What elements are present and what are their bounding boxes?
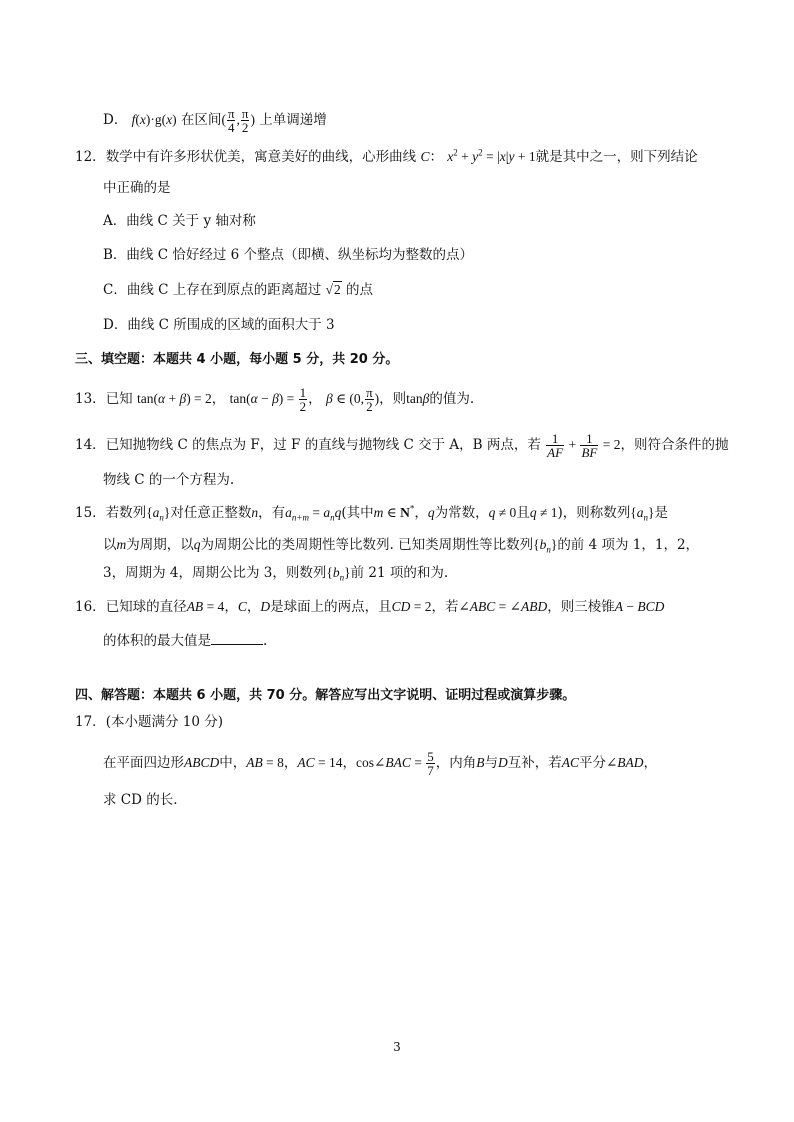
section-4-title: 四、解答题：本题共 6 小题，共 70 分。解答应写出文字说明、证明过程或演算步骤。 [75, 688, 576, 703]
q16: 16．已知球的直径AB = 4，C，D是球面上的两点，且CD = 2，若∠ABC = ∠ABD，则三棱锥A − BCD [75, 599, 665, 615]
sqrt-two: √2 [325, 282, 341, 297]
q17-header: 17．(本小题满分 10 分) [75, 714, 223, 730]
q12-option-c: C．曲线 C 上存在到原点的距离超过 √2 的点 [103, 282, 374, 298]
q14-line2: 物线 C 的一个方程为. [103, 472, 235, 488]
fraction: $\frac{\pi}{4}$ [227, 106, 235, 135]
fraction: $\frac{5}{7}$ [427, 749, 434, 778]
q15-line2: 以m为周期，以q为周期公比的类周期性等比数列. 已知类周期性等比数列$\{b_n\}$的前 4 项为 1，1，2， [103, 537, 700, 555]
page-number: 3 [393, 1040, 401, 1054]
q12-option-a: A．曲线 C 关于 y 轴对称 [103, 213, 256, 229]
q15: 15．若数列$\{a_n\}$对任意正整数n，有$a_{n+m} = a_nq$(其中m ∈ N*，q为常数，q ≠ 0且q ≠ 1)，则称数列$\{a_n\}$是 [75, 503, 668, 523]
fraction: $\frac{1}{BF}$ [581, 431, 598, 460]
fraction: $\frac{\pi}{2}$ [366, 385, 373, 414]
q17-body: 在平面四边形ABCD中，AB = 8，AC = 14，cos∠BAC = $\frac{5}{7}$ ，内角B与D互补，若AC平分∠BAD， [103, 749, 658, 778]
q12-stem: 12．数学中有许多形状优美，寓意美好的曲线，心形曲线 C： $x^2 + y^2 = |x|y + 1$就是其中之一，则下列结论 [75, 147, 698, 165]
q12-option-b: B．曲线 C 恰好经过 6 个整点（即横、纵坐标均为整数的点） [103, 247, 474, 263]
q13: 13．已知 tan(α + β) = 2， tan(α − β) = $\frac{1}{2}$ ， β ∈ (0, $\frac{\pi}{2}$ )，则tanβ的值为. [75, 385, 475, 414]
q15-line3: 3，周期为 4，周期公比为 3，则数列$\{b_n\}$前 21 项的和为. [103, 565, 449, 583]
q16-line2: 的体积的最大值是 . [103, 633, 268, 649]
fraction: $\frac{1}{2}$ [299, 385, 307, 414]
q12-stem-line2: 中正确的是 [103, 180, 171, 196]
answer-blank[interactable] [211, 632, 263, 645]
q11-option-d: D． f(x)·g(x) 在区间( $\frac{\pi}{4}$ , $\frac{\pi}{2}$ ) 上单调递增 [103, 106, 327, 135]
fraction: $\frac{\pi}{2}$ [241, 106, 249, 135]
q17-line2: 求 CD 的长. [103, 792, 178, 808]
section-3-title: 三、填空题：本题共 4 小题，每小题 5 分，共 20 分。 [75, 352, 399, 367]
fraction: $\frac{1}{AF}$ [547, 431, 564, 460]
q14: 14．已知抛物线 C 的焦点为 F，过 F 的直线与抛物线 C 交于 A，B 两点，若 $\frac{1}{AF}$ + $\frac{1}{BF}$ = 2，则符合条件的抛 [75, 431, 729, 460]
q12-option-d: D．曲线 C 所围成的区域的面积大于 3 [103, 317, 335, 333]
